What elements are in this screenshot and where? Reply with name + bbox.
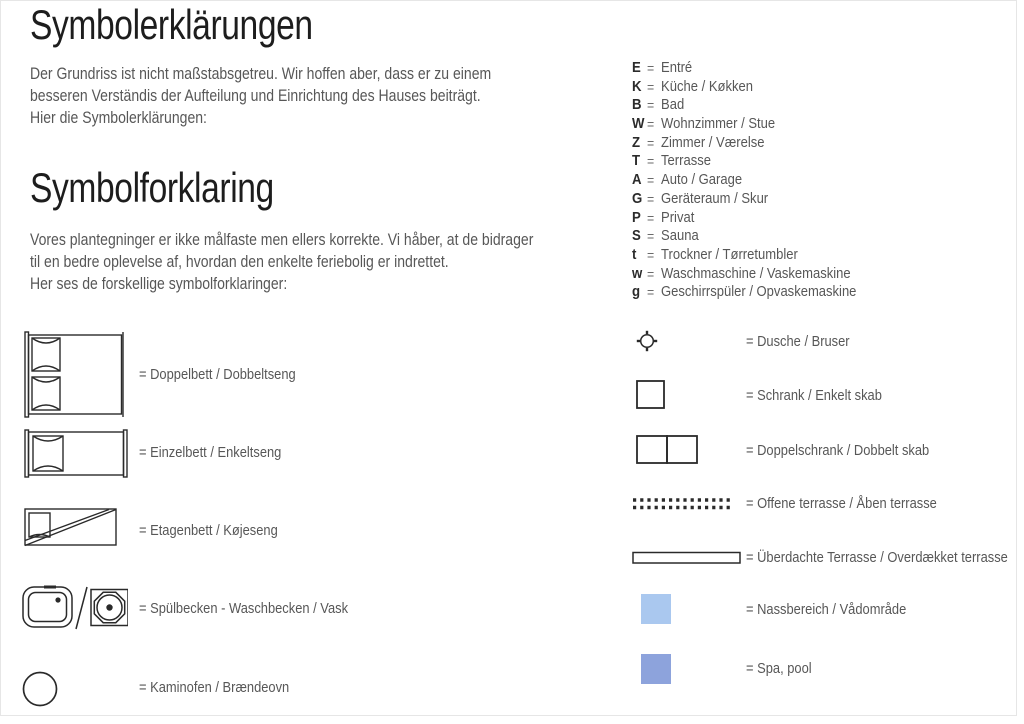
abbreviation-letter: G [632,189,643,207]
abbreviation-row [632,96,856,115]
abbreviation-meaning: Geschirrspüler / Opvaskemaskine [661,284,857,301]
abbreviation-letter: B [632,96,642,114]
abbreviation-letter: w [632,264,643,282]
intro-danish-line: til en bedre oplevelse af, hvordan den enkelte feriebolig er indrettet. [30,253,449,271]
abbreviation-row [632,190,856,209]
double-bed-label: = Doppelbett / Dobbeltseng [139,366,296,383]
open-terrace-label: = Offene terrasse / Åben terrasse [746,495,937,512]
intro-danish-line: Her ses de forskellige symbolforklaringer: [30,275,288,293]
equals-sign: = [646,134,655,151]
spa-pool-swatch [641,654,671,684]
title-german: Symbolerklärungen [30,1,313,48]
sink-washbasin-icon [22,584,128,631]
wood-stove-label: = Kaminofen / Brændeovn [139,679,290,696]
double-wardrobe-label: = Doppelschrank / Dobbelt skab [746,442,930,459]
equals-sign: = [646,97,655,114]
abbreviation-letter: E [632,59,641,76]
wet-area-label: = Nassbereich / Vådområde [746,601,907,618]
abbreviation-meaning: Geräteraum / Skur [661,190,769,207]
equals-sign: = [646,116,655,133]
bunk-bed-label: = Etagenbett / Køjeseng [139,522,278,539]
abbreviation-meaning: Auto / Garage [661,172,743,189]
abbreviation-letter: A [632,171,642,189]
equals-sign: = [646,265,655,282]
abbreviation-row [632,209,856,228]
open-terrace-icon [632,497,732,511]
intro-german-line: Hier die Symbolerklärungen: [30,109,207,127]
abbreviation-meaning: Sauna [661,228,699,245]
equals-sign: = [646,246,655,263]
abbreviation-letter: T [632,152,641,170]
abbreviation-letter: P [632,208,641,226]
equals-sign: = [646,209,655,226]
wet-area-swatch [641,594,671,624]
single-wardrobe-label: = Schrank / Enkelt skab [746,387,882,404]
abbreviation-row [632,78,856,97]
abbreviation-letter: Z [632,133,641,151]
abbreviation-row [632,265,856,284]
shower-label: = Dusche / Bruser [746,333,850,350]
abbreviation-meaning: Wohnzimmer / Stue [661,116,776,133]
abbreviation-meaning: Zimmer / Værelse [661,134,765,151]
abbreviation-meaning: Waschmaschine / Vaskemaskine [661,265,851,282]
abbreviation-meaning: Entré [661,60,693,76]
abbreviation-letter: K [632,77,642,95]
abbreviation-letter: W [632,115,645,133]
abbreviation-row [632,59,856,78]
abbreviation-letter: t [632,245,637,263]
abbreviation-row [632,134,856,153]
single-bed-label: = Einzelbett / Enkeltseng [139,444,282,461]
abbreviation-meaning: Terrasse [661,153,711,170]
spa-pool-label: = Spa, pool [746,660,812,677]
abbreviation-meaning: Trockner / Tørretumbler [661,246,798,263]
abbreviation-row [632,152,856,171]
abbreviation-row [632,283,856,302]
abbreviation-letter: S [632,227,641,245]
equals-sign: = [646,284,655,301]
wood-stove-icon [21,670,59,708]
abbreviation-list [632,59,856,302]
equals-sign: = [646,153,655,170]
intro-german-line: Der Grundriss ist nicht maßstabsgetreu. Wir hoffen aber, dass er zu einem [30,65,492,83]
sink-washbasin-label: = Spülbecken - Waschbecken / Vask [139,600,349,617]
intro-danish-line: Vores plantegninger er ikke målfaste men ellers korrekte. Vi håber, at de bidrager [30,231,534,249]
bunk-bed-icon [24,508,117,547]
abbreviation-letter: g [632,283,641,301]
abbreviation-meaning: Privat [661,209,695,226]
double-wardrobe-icon [636,435,698,464]
single-wardrobe-icon [636,380,665,409]
covered-terrace-icon [632,551,742,565]
title-danish: Symbolforklaring [30,164,274,211]
shower-icon [636,330,658,352]
equals-sign: = [646,190,655,207]
equals-sign: = [646,172,655,189]
intro-danish [30,229,533,295]
covered-terrace-label: = Überdachte Terrasse / Overdækket terrasse [746,549,1008,566]
equals-sign: = [646,228,655,245]
abbreviation-row [632,246,856,265]
abbreviation-meaning: Küche / Køkken [661,78,753,95]
single-bed-icon [24,429,128,478]
equals-sign: = [646,60,655,76]
abbreviation-row [632,171,856,190]
equals-sign: = [646,78,655,95]
intro-german [30,63,491,129]
abbreviation-row [632,115,856,134]
double-bed-icon [24,331,126,418]
abbreviation-meaning: Bad [661,97,685,114]
intro-german-line: besseren Verständis der Aufteilung und Einrichtung des Hauses beiträgt. [30,87,481,105]
abbreviation-row [632,227,856,246]
